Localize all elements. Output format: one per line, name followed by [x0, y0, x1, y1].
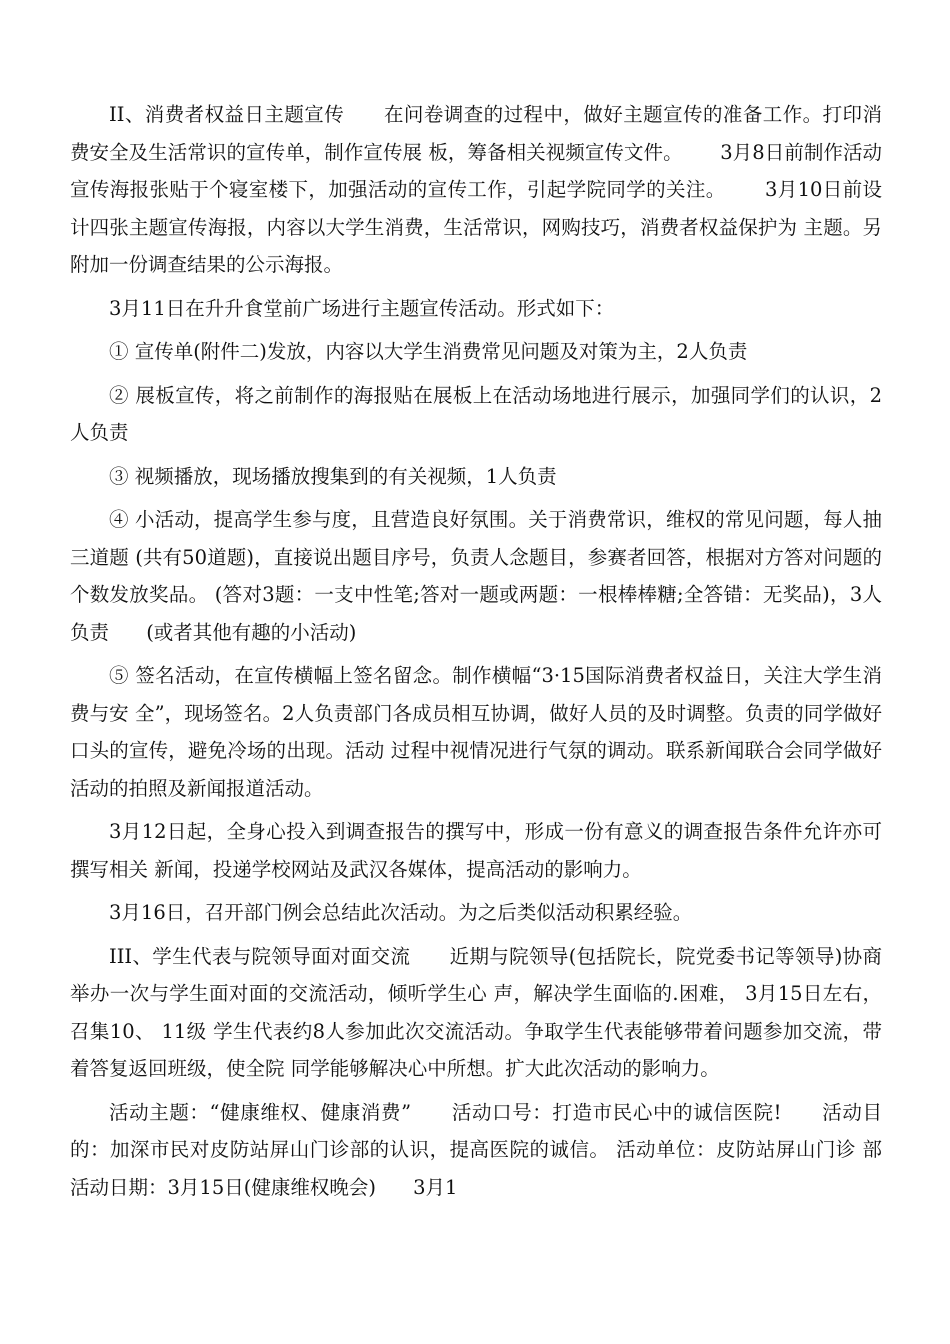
paragraph-item-video: ③ 视频播放，现场播放搜集到的有关视频，1人负责	[109, 464, 557, 488]
paragraph-march-12-report: 3月12日起，全身心投入到调查报告的撰写中，形成一份有意义的调查报告条件允许亦可撰写相关 新闻，投递学校网站及武汉各媒体，提高活动的影响力。	[70, 820, 882, 881]
paragraph-student-leader-exchange: III、学生代表与院领导面对面交流 近期与院领导(包括院长，院党委书记等领导)协商举办一次与学生面对面的交流活动，倾听学生心 声，解决学生面临的.困难， 3月15日左右，召集10、 11级 学生代表约8人参加此次交流活动。争取学生代表能够带着问题参加交流，带着答复返回班级，使全院 同学能够解决心中所想。扩大此次活动的影响力。	[70, 944, 882, 1080]
paragraph-item-display-boards: ② 展板宣传，将之前制作的海报贴在展板上在活动场地进行展示，加强同学们的认识，2人负责	[70, 383, 882, 444]
paragraph-item-leaflets: ① 宣传单(附件二)发放，内容以大学生消费常见问题及对策为主，2人负责	[109, 340, 748, 363]
paragraph-item-signature: ⑤ 签名活动，在宣传横幅上签名留念。制作横幅“3·15国际消费者权益日，关注大学生消费与安 全”，现场签名。2人负责部门各成员相互协调，做好人员的及时调整。负责的同学做好口头的宣传，避免冷场的出现。活动 过程中视情况进行气氛的调动。联系新闻联合会同学做好活动的拍照及新闻报道活动。	[70, 664, 882, 800]
document-page	[70, 96, 920, 1212]
paragraph-item-mini-activity: ④ 小活动，提高学生参与度，且营造良好氛围。关于消费常识，维权的常见问题，每人抽三道题 (共有50道题)，直接说出题目序号，负责人念题目，参赛者回答，根据对方答对问题的个数发放奖品。 (答对3题：一支中性笔;答对一题或两题：一根棒棒糖;全答错：无奖品)，3人负责 (或者其他有趣的小活动)	[70, 508, 882, 644]
paragraph-march-16-meeting: 3月16日，召开部门例会总结此次活动。为之后类似活动积累经验。	[109, 901, 693, 924]
paragraph-activity-theme: 活动主题：“健康维权、健康消费” 活动口号：打造市民心中的诚信医院! 活动目的：加深市民对皮防站屏山门诊部的认识，提高医院的诚信。 活动单位：皮防站屏山门诊 部 活动日期：3月15日(健康维权晚会) 3月1	[70, 1100, 920, 1199]
paragraph-consumer-rights-day-publicity: II、消费者权益日主题宣传 在问卷调查的过程中，做好主题宣传的准备工作。打印消费安全及生活常识的宣传单，制作宣传展 板，筹备相关视频宣传文件。 3月8日前制作活动宣传海报张贴于个寝室楼下，加强活动的宣传工作，引起学院同学的关注。 3月10日前设计四张主题宣传海报，内容以大学生消费，生活常识，网购技巧，消费者权益保护为 主题。另附加一份调查结果的公示海报。	[70, 103, 882, 276]
paragraph-march-11-activity: 3月11日在升升食堂前广场进行主题宣传活动。形式如下：	[109, 296, 615, 320]
